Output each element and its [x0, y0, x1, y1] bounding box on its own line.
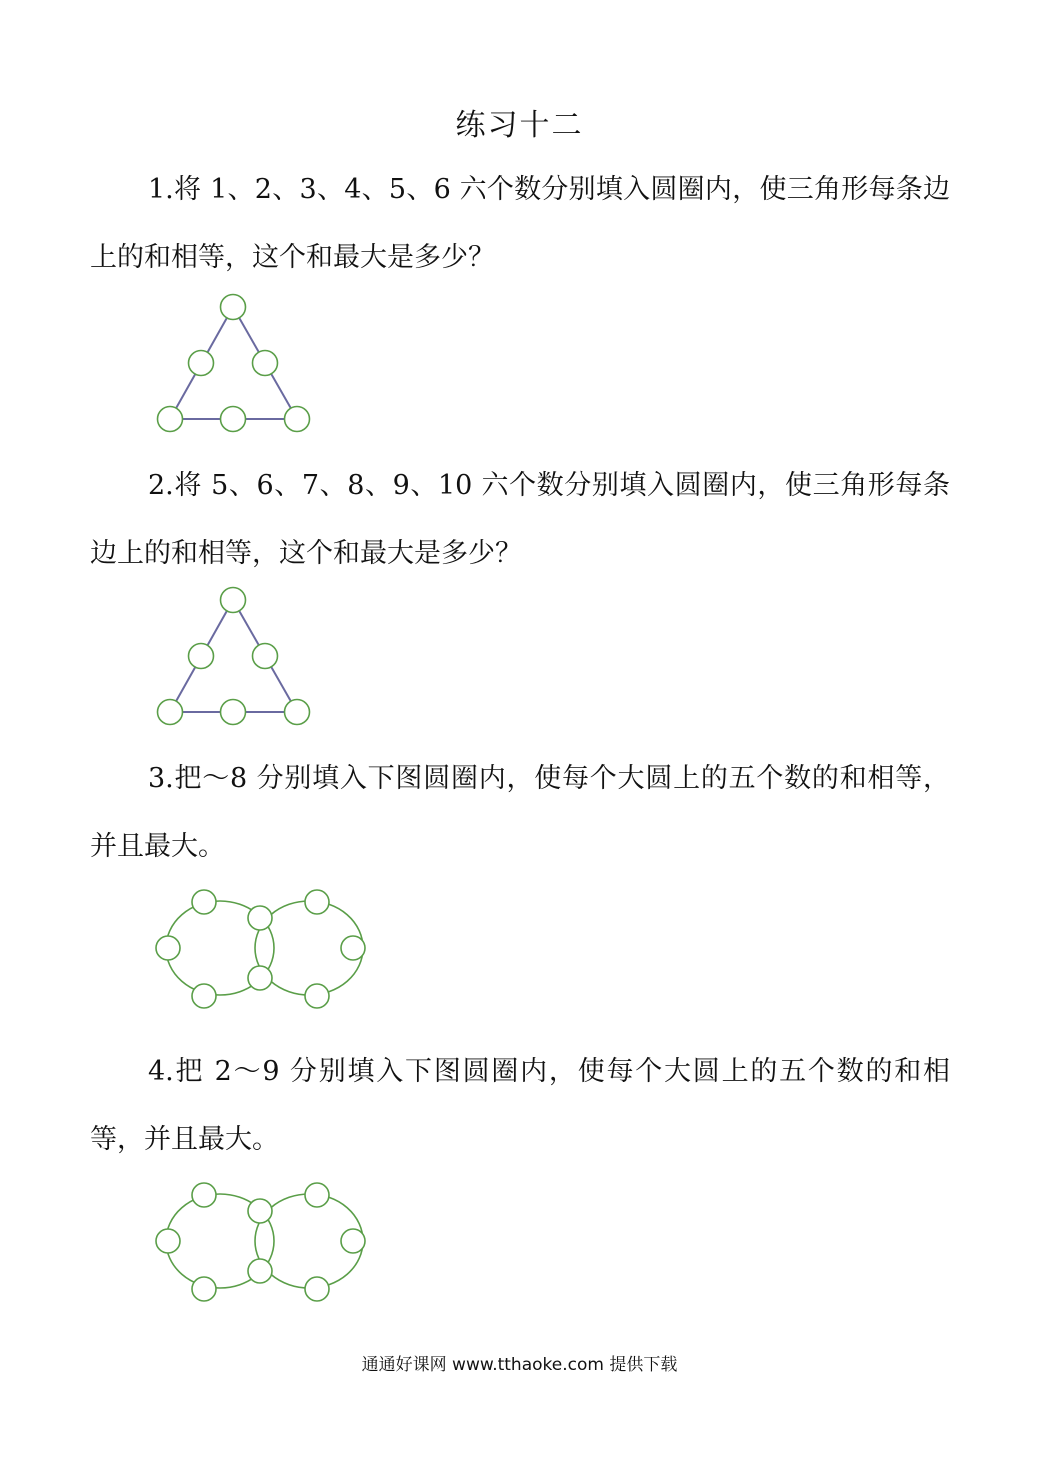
ring-node: [192, 1183, 216, 1207]
ring-node: [192, 984, 216, 1008]
two-ring-diagram-1: [150, 880, 380, 1020]
triangle-node: [285, 700, 310, 725]
triangle-node: [221, 295, 246, 320]
triangle-node: [285, 407, 310, 432]
triangle-diagram-2: [150, 578, 320, 738]
page-title: 练习十二: [455, 108, 584, 143]
page-footer: 通通好课网 www.tthaoke.com 提供下载: [361, 1355, 678, 1375]
triangle-node: [158, 700, 183, 725]
two-ring-diagram-2: [150, 1173, 380, 1313]
triangle-node: [189, 351, 214, 376]
triangle-node: [221, 700, 246, 725]
ring-node: [305, 1183, 329, 1207]
ring-node: [192, 890, 216, 914]
triangle-node: [253, 351, 278, 376]
question-4-text: 4.把 2～9 分别填入下图圆圈内，使每个大圆上的五个数的和相等，并且最大。: [90, 1056, 950, 1155]
ring-node: [248, 1199, 272, 1223]
ring-node: [248, 966, 272, 990]
ring-node: [156, 1229, 180, 1253]
triangle-node: [253, 644, 278, 669]
question-3-text: 3.把～8 分别填入下图圆圈内，使每个大圆上的五个数的和相等，并且最大。: [90, 763, 950, 862]
ring-node: [305, 1277, 329, 1301]
triangle-diagram-1: [150, 285, 320, 445]
ring-node: [192, 1277, 216, 1301]
ring-node: [248, 906, 272, 930]
ring-node: [156, 936, 180, 960]
triangle-node: [158, 407, 183, 432]
ring-node: [305, 890, 329, 914]
question-2-text: 2.将 5、6、7、8、9、10 六个数分别填入圆圈内，使三角形每条边上的和相等，这个和最大是多少？: [90, 470, 950, 569]
ring-node: [341, 936, 365, 960]
question-1-text: 1.将 1、2、3、4、5、6 六个数分别填入圆圈内，使三角形每条边上的和相等，这个和最大是多少？: [90, 174, 950, 273]
ring-node: [248, 1259, 272, 1283]
ring-node: [305, 984, 329, 1008]
ring-node: [341, 1229, 365, 1253]
triangle-node: [189, 644, 214, 669]
triangle-node: [221, 407, 246, 432]
triangle-node: [221, 588, 246, 613]
